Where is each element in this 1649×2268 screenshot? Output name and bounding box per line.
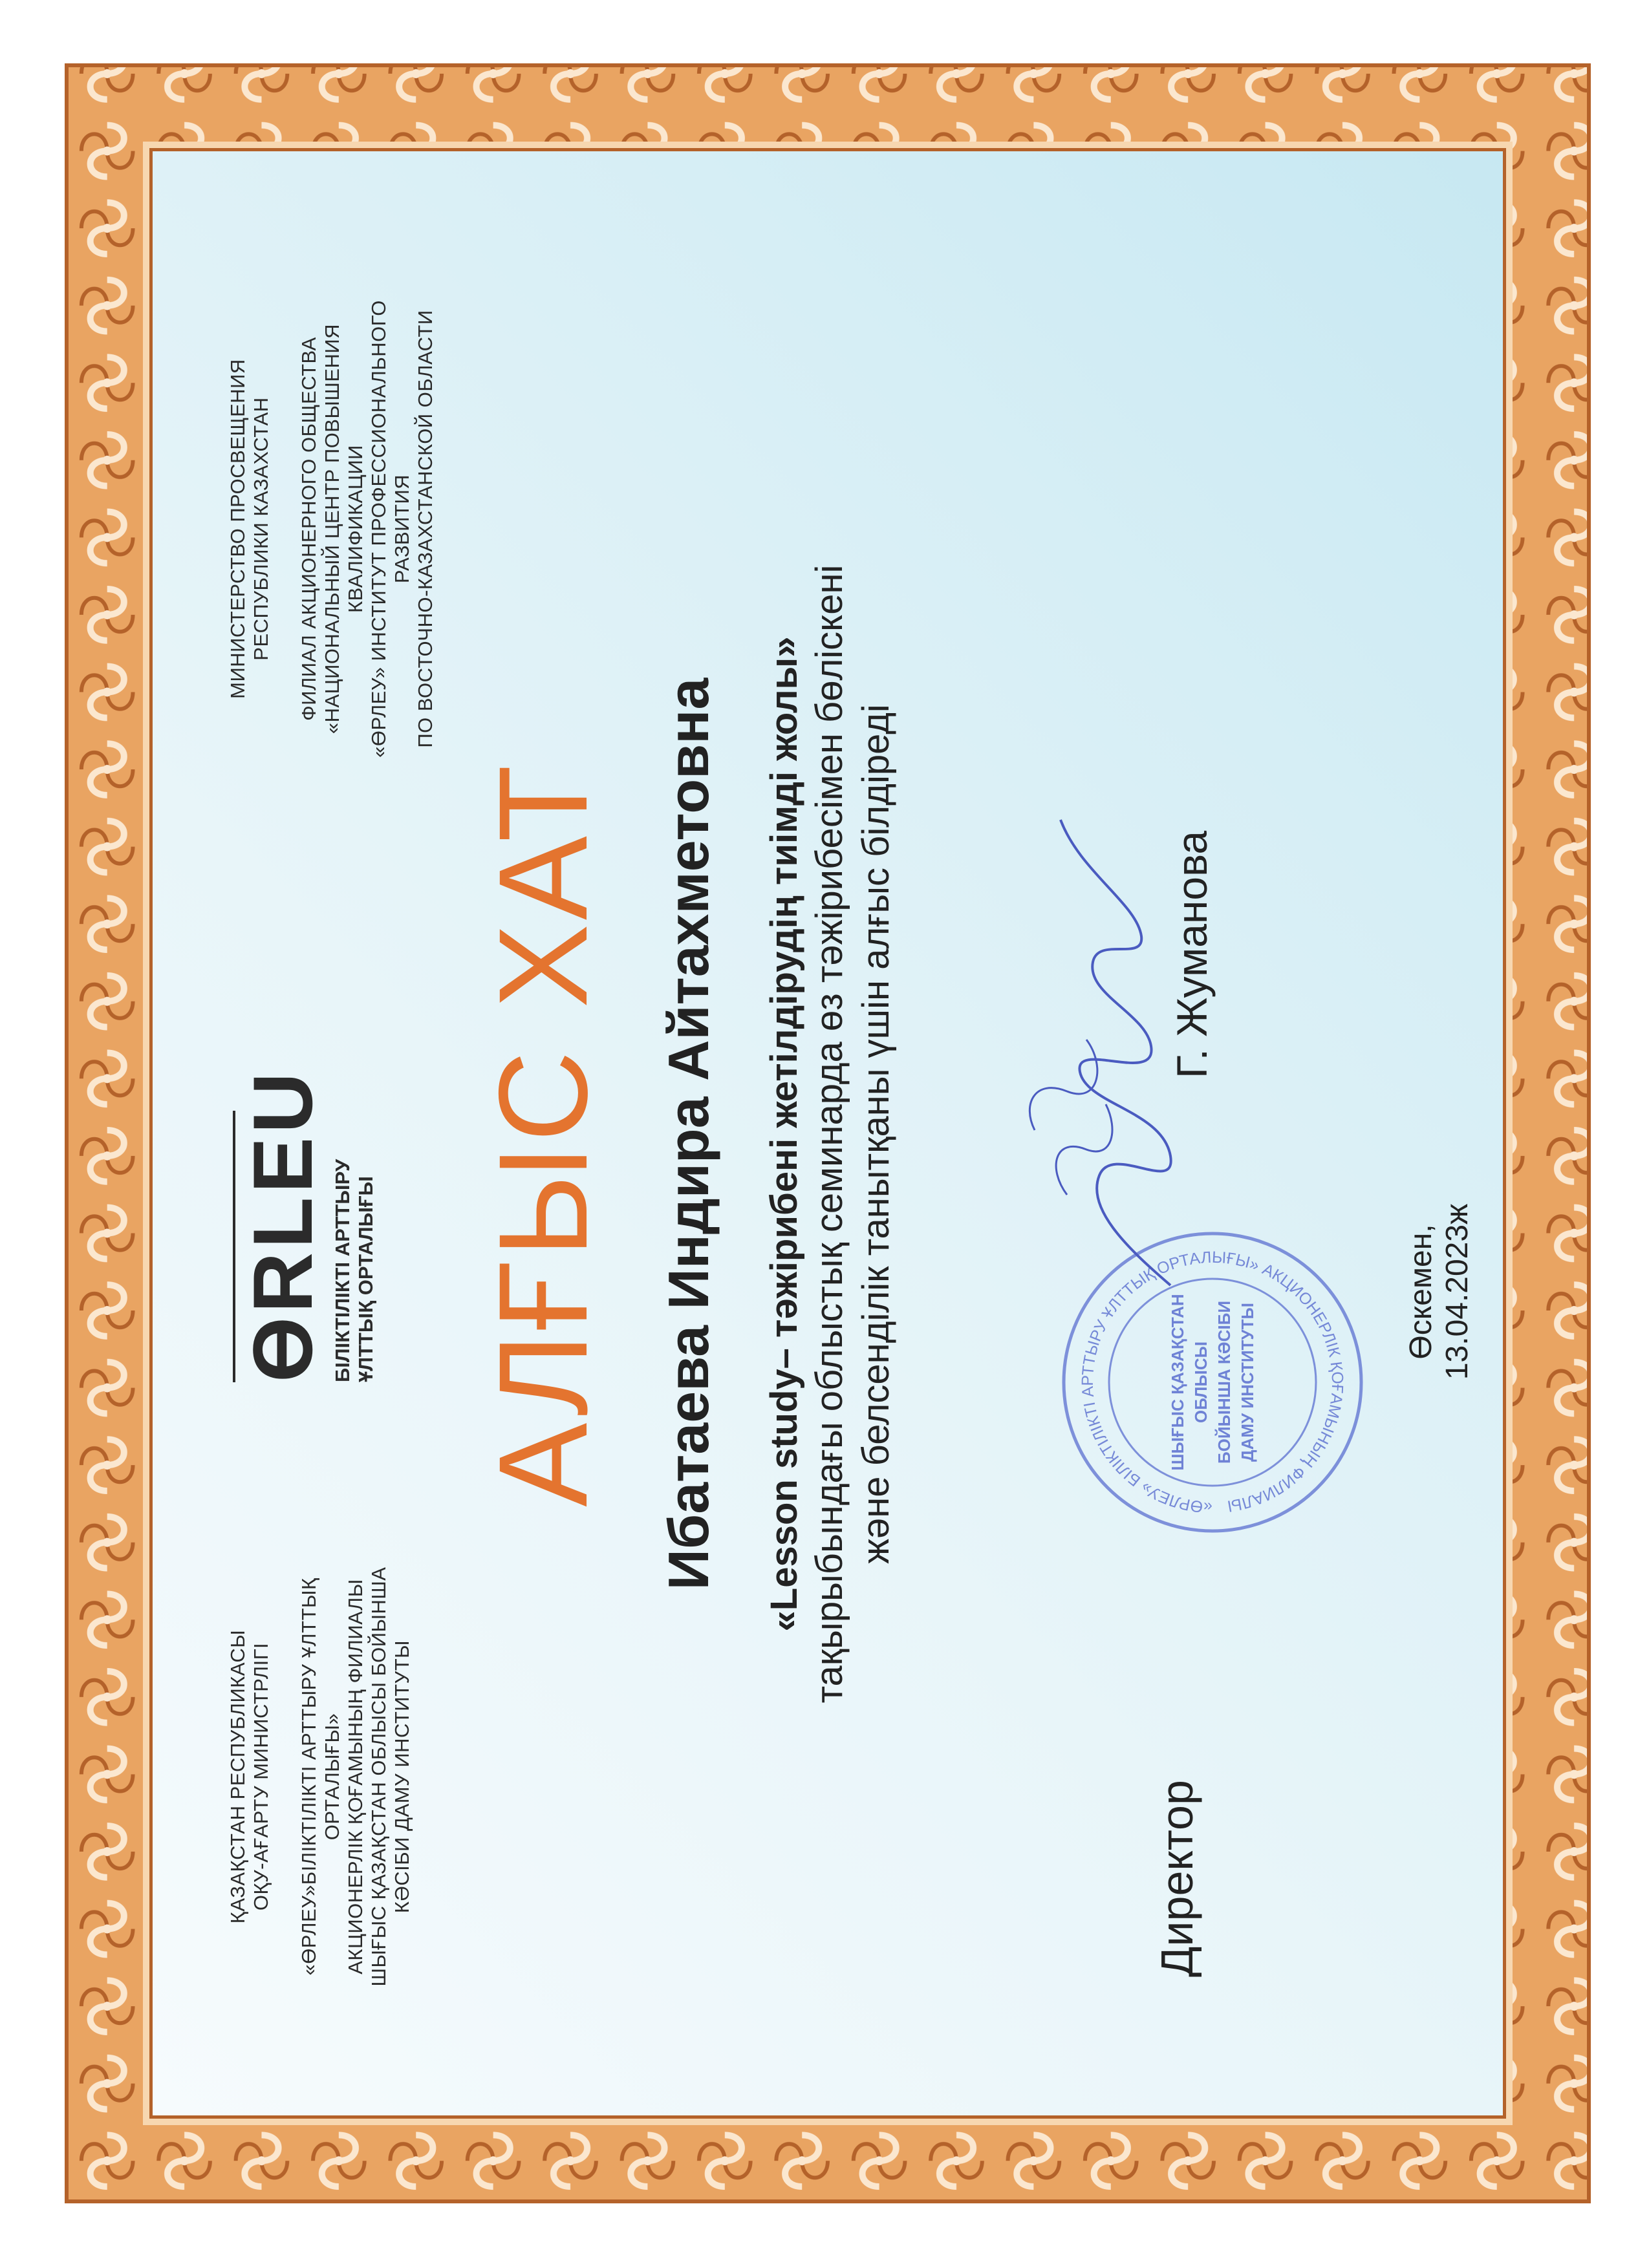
place-of-issue: Өскемен, — [1404, 1224, 1438, 1360]
director-name: Г. Жуманова — [1168, 830, 1216, 1078]
header-line: ФИЛИАЛ АКЦИОНЕРНОГО ОБЩЕСТВА — [297, 337, 320, 721]
header-kazakh — [226, 1550, 414, 2003]
header-line: «НАЦИОНАЛЬНЫЙ ЦЕНТР ПОВЫШЕНИЯ КВАЛИФИКАЦИИ — [321, 323, 367, 734]
header-line: «ӨРЛЕУ»БІЛІКТІЛІКТІ АРТТЫРУ ҰЛТТЫҚ ОРТАЛЫҒЫ» — [297, 1578, 343, 1976]
logo-subtitle-line: ҰЛТТЫҚ ОРТАЛЫҒЫ — [354, 1176, 377, 1382]
stamp-center-text: ШЫҒЫС ҚАЗАҚСТАН — [1168, 1294, 1187, 1471]
header-russian — [226, 264, 437, 794]
seminar-topic: «Lesson study– тәжірибені жетілдірудің тиімді жолы» — [763, 636, 805, 1632]
header-line: ШЫҒЫС ҚАЗАҚСТАН ОБЛЫСЫ БОЙЫНША — [367, 1567, 390, 1987]
logo-wordmark: ӨRLEU — [233, 1111, 325, 1382]
header-line: РЕСПУБЛИКИ КАЗАХСТАН — [250, 397, 272, 661]
issue-date: 13.04.2023ж — [1440, 1203, 1474, 1380]
header-line: ПО ВОСТОЧНО-КАЗАХСТАНСКОЙ ОБЛАСТИ — [414, 310, 436, 748]
body-text-line: және белсенділік танытқаны үшін алғыс білдіреді — [855, 704, 897, 1564]
orleu-logo — [233, 1069, 378, 1382]
header-line: ҚАЗАҚСТАН РЕСПУБЛИКАСЫ — [226, 1629, 249, 1924]
director-label: Директор — [1152, 1780, 1202, 1977]
stamp-center-text: ОБЛЫСЫ — [1191, 1341, 1211, 1424]
certificate-title: АЛҒЫС ХАТ — [473, 761, 614, 1507]
recipient-name: Ибатаева Индира Айтахметовна — [656, 678, 720, 1590]
header-line: ОҚУ-АҒАРТУ МИНИСТРЛІГІ — [250, 1642, 272, 1911]
logo-subtitle-line: БІЛІКТІЛІКТІ АРТТЫРУ — [331, 1159, 354, 1382]
body-text-line: тақырыбындағы облыстық семинарда өз тәжірибесімен бөліскені — [808, 564, 850, 1704]
stamp-center-text: БОЙЫНША КӘСІБИ — [1214, 1300, 1234, 1464]
header-line: «ӨРЛЕУ» ИНСТИТУТ ПРОФЕССИОНАЛЬНОГО РАЗВИТИЯ — [367, 300, 413, 758]
stamp-center-text: ДАМУ ИНСТИТУТЫ — [1238, 1303, 1257, 1462]
logo-subtitle — [331, 1111, 378, 1382]
stamp-ring-text: «ӨРЛЕУ» БІЛІКТІЛІКТІ АРТТЫРУ ҰЛТТЫҚ ОРТАЛЫҒЫ» АКЦИОНЕРЛІК ҚОҒАМЫНЫҢ ФИЛИАЛЫ — [1078, 1248, 1347, 1517]
header-line: КӘСІБИ ДАМУ ИНСТИТУТЫ — [391, 1640, 413, 1914]
header-line: МИНИСТЕРСТВО ПРОСВЕЩЕНИЯ — [226, 359, 249, 699]
header-line: АКЦИОНЕРЛІК ҚОҒАМЫНЫҢ ФИЛИАЛЫ — [344, 1579, 367, 1974]
